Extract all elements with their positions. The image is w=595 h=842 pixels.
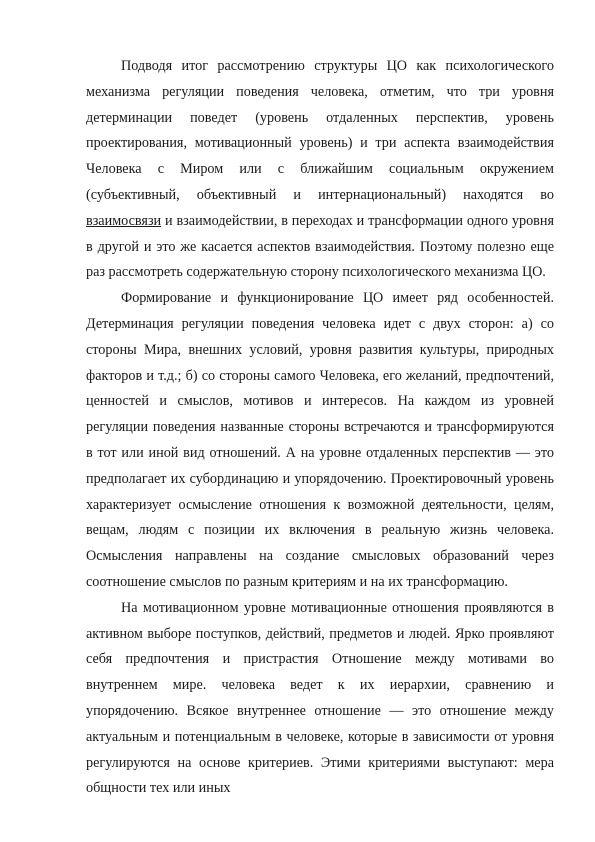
paragraph-1 (86, 54, 554, 286)
paragraph-3: На мотивационном уровне мотивационные отношения проявляются в активном выборе поступков, действий, предметов и людей. Ярко проявляют себя предпочтения и пристрастия Отношение между мотивами во внутреннем мире. человека ведет к их иерархии, сравнению и упорядочению. Всякое внутреннее отношение — это отношение между актуальным и потенциальным в человеке, которые в зависимости от уровня регулируются на основе критериев. Этими критериями выступают: мера общности тех или иных (86, 599, 554, 797)
body-text (86, 54, 554, 802)
paragraph-1-text-start: Подводя итог рассмотрению структуры ЦО как психологического механизма регуляции поведения человека, отметим, что три уровня детерминации поведет (уровень отдаленных перспектив, уровень проектирования, мотивационный уровень) и три аспекта взаимодействия Человека с Миром или с ближайшим социальным окружением (субъективный, объективный и интернациональный) находятся во (86, 58, 554, 203)
paragraph-2: Формирование и функционирование ЦО имеет ряд особенностей. Детерминация регуляции поведения человека идет с двух сторон: а) со стороны Мира, внешних условий, уровня развития культуры, природных факторов и т.д.; б) со стороны самого Человека, его желаний, предпочтений, ценностей и смыслов, мотивов и интересов. На каждом из уровней регуляции поведения названные стороны встречаются и трансформируются в тот или иной вид отношений. А на уровне отдаленных перспектив — это предполагает их субординацию и упорядочению. Проектировочный уровень характеризует осмысление отношения к возможной деятельности, целям, вещам, людям с позиции их включения в реальную жизнь человека. Осмысления направлены на создание смысловых образований через соотношение смыслов по разным критериям и на их трансформацию. (86, 290, 554, 590)
underlined-word: взаимосвязи (86, 212, 162, 229)
paragraph-1-text-end: и взаимодействии, в переходах и трансформации одного уровня в другой и это же касается аспектов взаимодействия. Поэтому полезно еще раз рассмотреть содержательную сторону психологического механизма ЦО. (86, 212, 554, 281)
